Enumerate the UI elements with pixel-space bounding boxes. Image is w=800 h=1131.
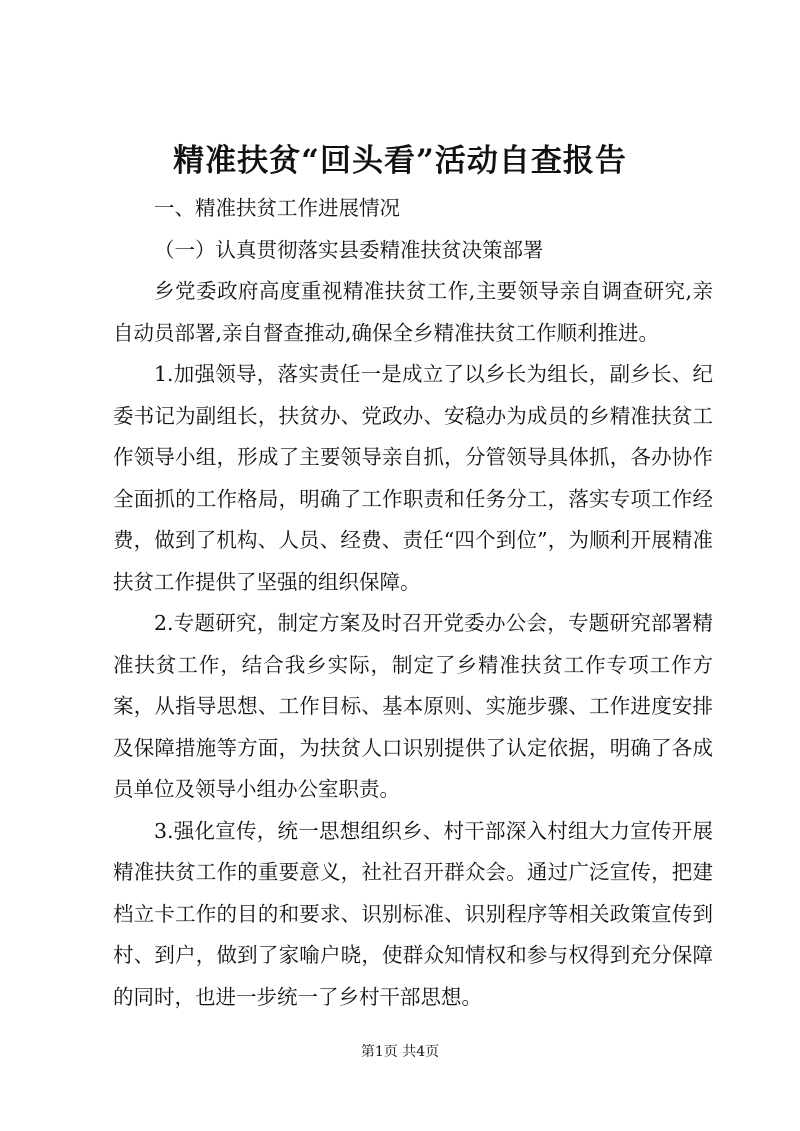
body-paragraph: 乡党委政府高度重视精准扶贫工作,主要领导亲自调查研究,亲自动员部署,亲自督查推动,确保全乡精准扶贫工作顺利推进。 xyxy=(113,279,713,345)
body-paragraph: 2.专题研究，制定方案及时召开党委办公会，专题研究部署精准扶贫工作，结合我乡实际，制定了乡精准扶贫工作专项工作方案，从指导思想、工作目标、基本原则、实施步骤、工作进度安排及保障措施等方面，为扶贫人口识别提供了认定依据，明确了各成员单位及领导小组办公室职责。 xyxy=(113,611,713,801)
document-body xyxy=(113,188,713,1018)
subsection-heading: （一）认真贯彻落实县委精准扶贫决策部署 xyxy=(154,237,544,262)
page-footer: 第1页 共4页 xyxy=(360,1044,440,1060)
body-paragraph: 3.强化宣传，统一思想组织乡、村干部深入村组大力宣传开展精准扶贫工作的重要意义，社社召开群众会。通过广泛宣传，把建档立卡工作的目的和要求、识别标准、识别程序等相关政策宣传到村、到户，做到了家喻户晓，使群众知情权和参与权得到充分保障的同时，也进一步统一了乡村干部思想。 xyxy=(113,818,713,1009)
section-heading: 一、精准扶贫工作进展情况 xyxy=(154,196,400,220)
body-paragraph: 1.加强领导，落实责任一是成立了以乡长为组长，副乡长、纪委书记为副组长，扶贫办、党政办、安稳办为成员的乡精准扶贫工作领导小组，形成了主要领导亲自抓，分管领导具体抓，各办协作全面抓的工作格局，明确了工作职责和任务分工，落实专项工作经费，做到了机构、人员、经费、责任“四个到位”，为顺利开展精准扶贫工作提供了坚强的组织保障。 xyxy=(113,362,713,594)
document-title: 精准扶贫“回头看”活动自查报告 xyxy=(173,143,627,179)
